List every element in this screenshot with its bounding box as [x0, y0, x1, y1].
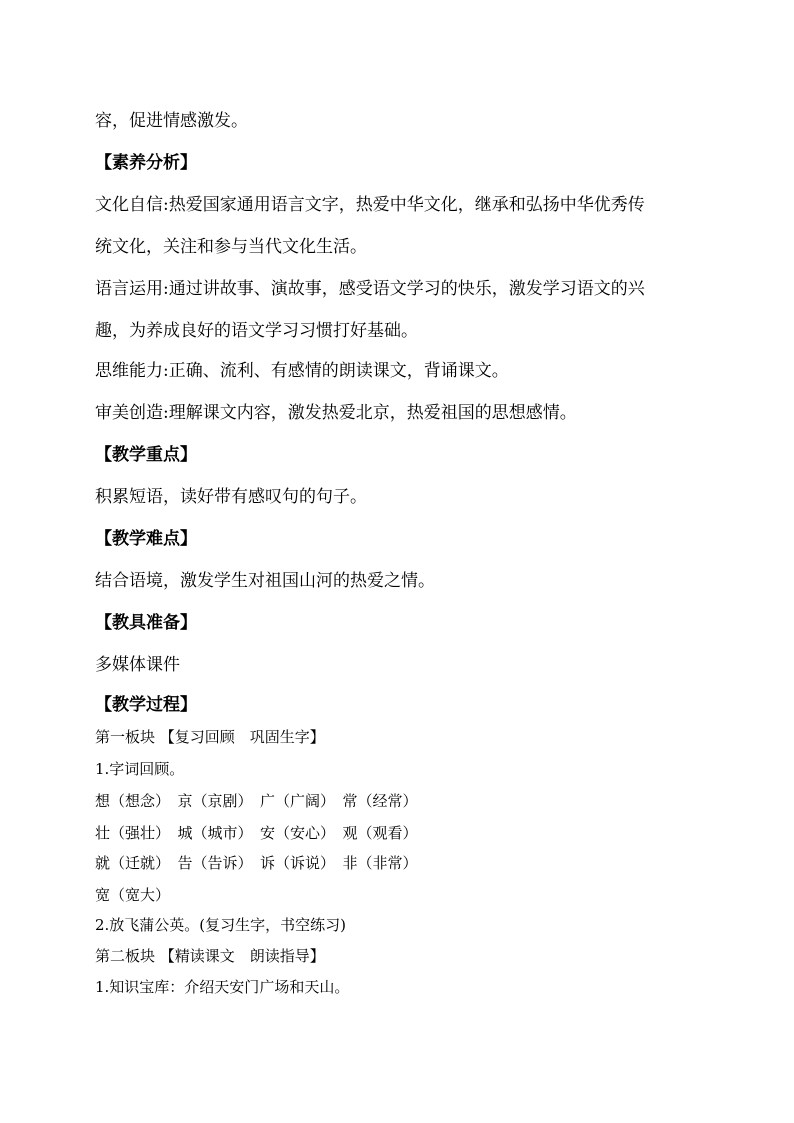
- materials-text: 多媒体课件: [95, 655, 180, 675]
- difficulties-text: 结合语境，激发学生对祖国山河的热爱之情。: [95, 571, 435, 591]
- item-1: 1.字词回顾。: [95, 760, 185, 778]
- word-row: 壮（强壮） 城（城市） 安（安心） 观（观看）: [95, 824, 418, 842]
- word-row: 就（迁就） 告（告诉） 诉（诉说） 非（非常）: [95, 854, 418, 872]
- literacy-heading: 【素养分析】: [95, 153, 197, 173]
- word-row: 宽（宽大）: [95, 886, 171, 904]
- block1-title: 第一板块 【复习回顾 巩固生字】: [95, 728, 325, 746]
- aesthetic-line: 审美创造:理解课文内容，激发热爱北京，热爱祖国的思想感情。: [95, 403, 577, 423]
- intro-continuation: 容，促进情感激发。: [95, 111, 248, 131]
- item-2: 2.放飞蒲公英。(复习生字，书空练习): [95, 916, 347, 934]
- key-points-text: 积累短语，读好带有感叹句的句子。: [95, 487, 367, 507]
- key-points-heading: 【教学重点】: [95, 445, 197, 465]
- culture-line-1: 文化自信:热爱国家通用语言文字，热爱中华文化，继承和弘扬中华优秀传: [95, 195, 645, 215]
- difficulties-heading: 【教学难点】: [95, 529, 197, 549]
- item-3: 1.知识宝库：介绍天安门广场和天山。: [95, 978, 350, 996]
- thinking-line: 思维能力:正确、流利、有感情的朗读课文，背诵课文。: [95, 361, 509, 381]
- word-row: 想（想念） 京（京剧） 广（广阔） 常（经常）: [95, 792, 418, 810]
- language-line-2: 趣，为养成良好的语文学习习惯打好基础。: [95, 321, 418, 341]
- materials-heading: 【教具准备】: [95, 613, 197, 633]
- language-line-1: 语言运用:通过讲故事、演故事，感受语文学习的快乐，激发学习语文的兴: [95, 279, 645, 299]
- culture-line-2: 统文化，关注和参与当代文化生活。: [95, 237, 367, 257]
- block2-title: 第二板块 【精读课文 朗读指导】: [95, 947, 325, 965]
- process-heading: 【教学过程】: [95, 695, 197, 715]
